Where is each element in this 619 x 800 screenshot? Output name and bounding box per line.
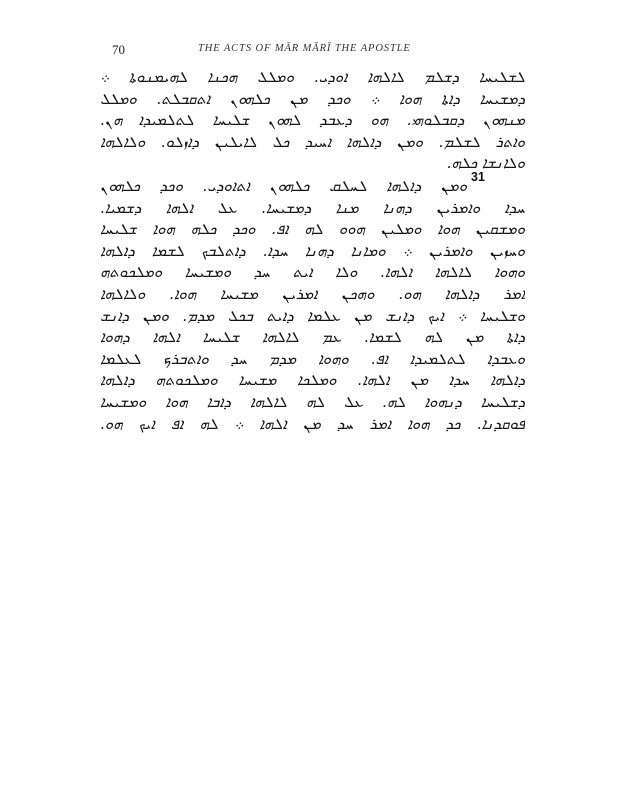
text-line: ܘܡܫܩܝܢ ܗܘܐ ܘܡܠܝܢ ܗܘܘ ܠܗ ܐܦ. ܘܟܕ ܟܠܗ ܗܘܐ ܫܠܝܚܐ <box>100 220 525 239</box>
text-line: ܚܕܐ ܘܐܡܪܝܢ ܕܗܢܐ ܡܢܐ ܕܡܫܝܚܐ. ܥܠ ܐܠܗܐ ܕܫܡܝܐ. <box>100 198 525 217</box>
text-line: ܠܫܠܝܚܐ ܕܫܠܡ ܠܐܠܗܐ ܐܘܕܝ. ܘܡܠܠ ܗܟܢܐ ܠܗܝܡܢܘܬܐ ܀ <box>100 68 525 86</box>
text-line: ܘܫܠܝܚܐ ܀ ܐܝܟ ܕܐܢܫ ܡܢ ܥܠܡܐ ܕܐܝܬ ܒܟܠ ܡܕܡ. ܘܡܢ ܕܐܢܫ <box>100 306 525 325</box>
text-line: ܘܠܐܢܫܐ ܟܠܗ. <box>446 154 525 173</box>
text-line: ܕܐܠܗܐ ܚܕܐ ܡܢ ܐܠܗܐ. ܘܡܠܟܐ ܡܫܝܚܐ ܘܡܠܟܘܬܗ ܕܐܠܗܐ <box>100 371 525 390</box>
page-number: 70 <box>112 42 125 57</box>
text-line: ܡܢܗܘܢ ܕܩܒܠܘܗܝ. ܗܘ ܕܥܒܕ ܠܗܘܢ ܫܠܝܚܐ ܠܬܠܡܝܕܐ ܗܢ. <box>100 111 525 130</box>
text-line: ܐܡܪ ܕܐܠܗܐ ܗܘ. ܘܗܟܢ ܐܡܪܝܢ ܡܫܝܚܐ ܗܘܐ. ܘܠܐܠܗܐ <box>100 284 525 303</box>
text-line: ܘܚܙܝܢ ܘܐܡܪܝܢ ܀ ܘܡܐܢܐ ܕܗܢܐ ܚܕܐ. ܕܐܬܠܒܟ ܠܫܡܐ ܕܐܠܗܐ <box>100 241 525 260</box>
text-line: ܘܗܘܐ ܠܐܠܗܐ ܐܠܗܐ. ܘܠܐ ܐܝܬ ܚܕ ܘܡܫܝܚܐ ܘܡܠܟܘܬܗ <box>100 263 525 282</box>
text-line: ܕܡܫܝܚܐ ܕܐܬܐ ܗܘܐ ܀ ܘܟܕ ܡܢ ܟܠܗܘܢ ܐܬܩܒܠܬ. ܘܡܠܠ <box>100 89 525 108</box>
text-line: ܘܐܬܪ ܠܫܠܡ. ܘܡܢ ܕܐܠܗܐ ܐܚܝܕ ܟܠ ܠܐܝܠܝܢ ܕܐܙܠܘ. ܘܠܐܠܗܐ <box>100 132 525 151</box>
page-header <box>112 42 532 58</box>
text-line: ܕܐܬܐ ܡܢ ܠܗ ܠܫܡܐ. ܥܡ ܠܐܠܗܐ ܫܠܝܚܐ ܐܠܗܐ ܕܗܘܐ <box>100 328 525 347</box>
syriac-text-block <box>100 67 525 435</box>
text-line: ܦܘܩܕܢܐ. ܟܕ ܗܘܐ ܐܡܪ ܚܕ ܡܢ ܐܠܗܐ ܀ ܠܗ ܐܦ ܐܝܟ ܗܘ. <box>100 414 525 433</box>
text-line: ܘܥܒܕܐ ܠܬܠܡܝܕܐ ܐܦ. ܘܗܘܐ ܡܕܡ ܚܕ ܘܐܬܒܪܟ ܠܥܠܡܐ <box>100 349 525 368</box>
running-title: THE ACTS OF MĀR MĀRĪ THE APOSTLE <box>198 43 411 54</box>
text-line: ܘܡܢ ܕܐܠܗܐ ܠܚܠܩ ܟܠܗܘܢ ܐܬܐܘܕܝ. ܘܟܕ ܟܠܗܘܢ <box>100 176 467 195</box>
text-line: ܕܫܠܝܚܐ ܕܢܗܘܐ ܠܗ. ܥܠ ܠܗ ܠܐܠܗܐ ܕܐܒܐ ܗܘܐ ܘܡܫܝܚܐ <box>100 392 525 411</box>
paragraph-number: 31 <box>471 170 485 184</box>
